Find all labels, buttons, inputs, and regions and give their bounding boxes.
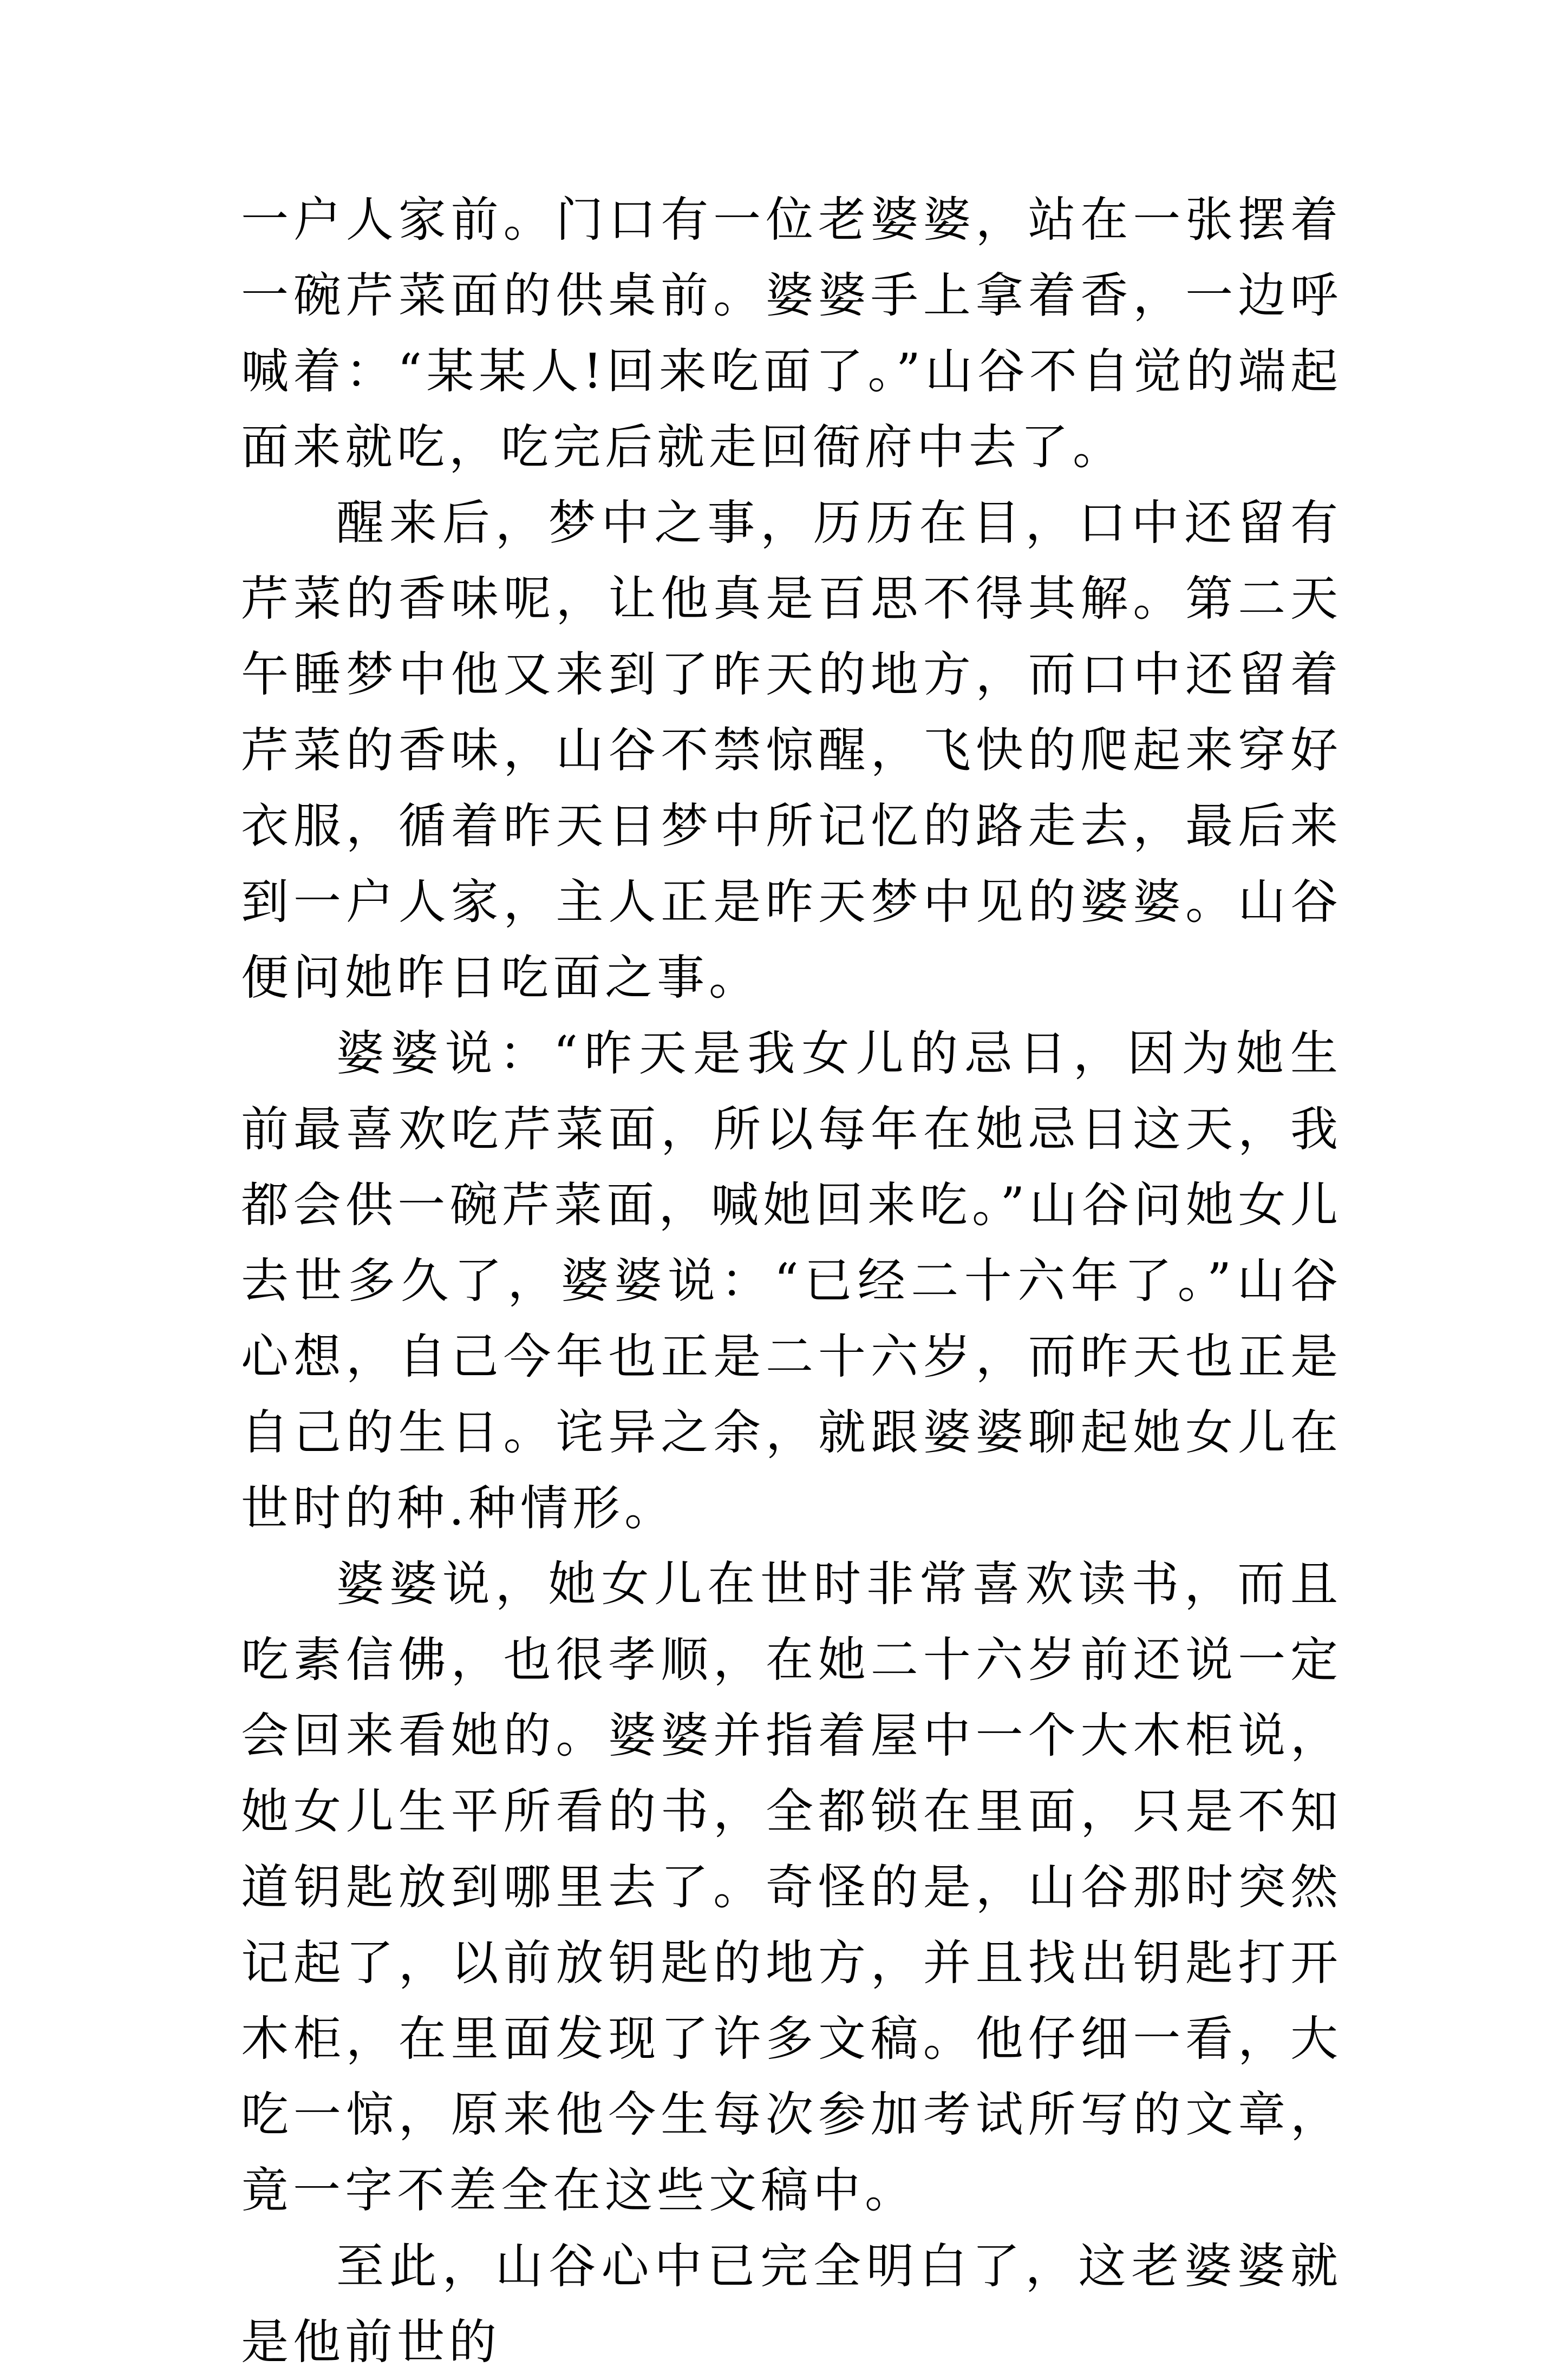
- paragraph-3: 婆婆说：“昨天是我女儿的忌日，因为她生前最喜欢吃芹菜面，所以每年在她忌日这天，我都会供一碗芹菜面，喊她回来吃。”山谷问她女儿去世多久了，婆婆说：“已经二十六年了。”山谷心想，自己今年也正是二十六岁，而昨天也正是自己的生日。诧异之余，就跟婆婆聊起她女儿在世时的种.种情形。: [241, 1025, 1342, 1536]
- paragraph-4: 婆婆说，她女儿在世时非常喜欢读书，而且吃素信佛，也很孝顺，在她二十六岁前还说一定会回来看她的。婆婆并指着屋中一个大木柜说，她女儿生平所看的书，全都锁在里面，只是不知道钥匙放到哪里去了。奇怪的是，山谷那时突然记起了，以前放钥匙的地方，并且找出钥匙打开木柜，在里面发现了许多文稿。他仔细一看，大吃一惊，原来他今生每次参加考试所写的文章，竟一字不差全在这些文稿中。: [241, 1556, 1342, 2218]
- paragraph-2: 醒来后，梦中之事，历历在目，口中还留有芹菜的香味呢，让他真是百思不得其解。第二天午睡梦中他又来到了昨天的地方，而口中还留着芹菜的香味，山谷不禁惊醒，飞快的爬起来穿好衣服，循着昨天日梦中所记忆的路走去，最后来到一户人家，主人正是昨天梦中见的婆婆。山谷便问她昨日吃面之事。: [241, 495, 1342, 1005]
- document-page: [241, 182, 1342, 2380]
- paragraph-5: 至此，山谷心中已完全明白了，这老婆婆就是他前世的: [241, 2238, 1342, 2370]
- paragraph-1: 一户人家前。门口有一位老婆婆，站在一张摆着一碗芹菜面的供桌前。婆婆手上拿着香，一边呼喊着：“某某人!回来吃面了。”山谷不自觉的端起面来就吃，吃完后就走回衙府中去了。: [241, 192, 1342, 475]
